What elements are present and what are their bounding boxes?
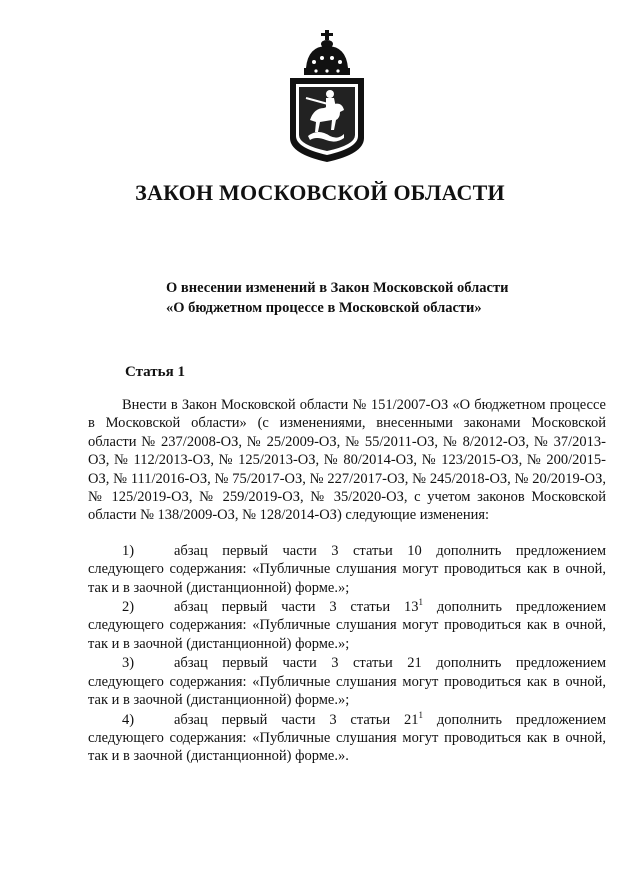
law-subtitle	[166, 278, 606, 318]
law-title: ЗАКОН МОСКОВСКОЙ ОБЛАСТИ	[135, 180, 505, 205]
intro-paragraph: Внести в Закон Московской области № 151/2007-ОЗ «О бюджетном процессе в Московской области» (с изменениями, внесенными законами Московской области № 237/2008-ОЗ, № 25/2009-ОЗ, № 55/2011-ОЗ, № 8/2012-ОЗ, № 37/2013-ОЗ, № 112/2013-ОЗ, № 125/2013-ОЗ, № 80/2014-ОЗ, № 123/2015-ОЗ, № 200/2015-ОЗ, № 111/2016-ОЗ, № 75/2017-ОЗ, № 227/2017-ОЗ, № 245/2018-ОЗ, № 20/2019-ОЗ, № 125/2019-ОЗ, № 259/2019-ОЗ, № 35/2020-ОЗ, с учетом законов Московской области № 138/2009-ОЗ, № 128/2014-ОЗ) следующие изменения:	[88, 397, 606, 524]
list-item: 1) абзац первый части 3 статьи 10 дополнить предложением следующего содержания: «Публичные слушания могут проводиться как в очной, так и в заочной (дистанционной) форме.»;	[88, 542, 606, 596]
moscow-oblast-coat-of-arms-icon	[286, 28, 368, 164]
list-item: 2) абзац первый части 3 статьи $13^1$ дополнить предложением следующего содержания: «Публичные слушания могут проводиться как в очной, так и в заочной (дистанционной) форме.»;	[88, 597, 606, 652]
article-heading: Статья 1	[125, 364, 185, 380]
subtitle-line-1: О внесении изменений в Закон Московской области	[166, 280, 509, 296]
item-number: 4)	[122, 711, 135, 728]
subtitle-line-2: «О бюджетном процессе в Московской области»	[166, 300, 482, 316]
article-body	[88, 396, 606, 767]
item-number: 3)	[122, 655, 135, 672]
list-item: 4) абзац первый части 3 статьи $21^1$ дополнить предложением следующего содержания: «Публичные слушания могут проводиться как в очной, так и в заочной (дистанционной) форме.».	[88, 709, 606, 765]
item-number: 1)	[122, 542, 135, 559]
amendments-list	[88, 542, 606, 766]
item-number: 2)	[122, 599, 135, 616]
list-item: 3) абзац первый части 3 статьи 21 дополнить предложением следующего содержания: «Публичные слушания могут проводиться как в очной, так и в заочной (дистанционной) форме.»;	[88, 655, 606, 709]
